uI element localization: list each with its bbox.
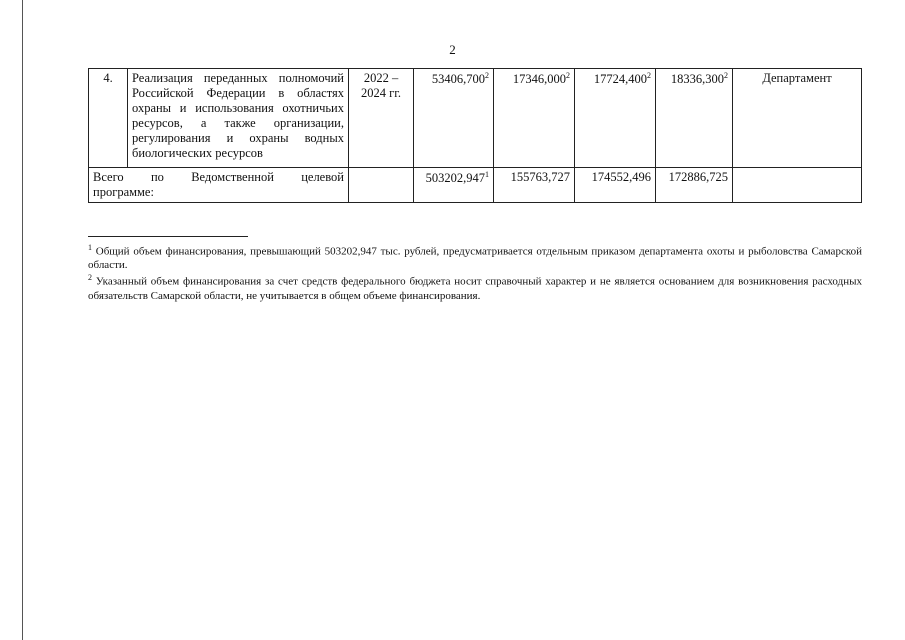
row-year2: 17724,400 bbox=[593, 72, 647, 87]
footnote-2 bbox=[88, 273, 862, 303]
footnote-2-text: Указанный объем финансирования за счет средств федерального бюджета носит справочный характер и не является основанием для возникновения расходных обязательств Самарской области, не учитывается в общем объеме финансирования. bbox=[88, 275, 862, 302]
row-year3-cell bbox=[656, 69, 733, 168]
row-activity-name: Реализация переданных полномочий Российской Федерации в областях охраны и использования охотничьих ресурсов, а также организации, регулирования и охраны водных биологических ресурсов bbox=[128, 69, 349, 168]
summary-label bbox=[89, 168, 349, 203]
scan-edge-line bbox=[22, 0, 23, 640]
footnote-1 bbox=[88, 243, 862, 273]
footnote-ref: 1 bbox=[485, 170, 489, 179]
row-total: 53406,700 bbox=[431, 72, 485, 87]
summary-year3: 172886,725 bbox=[656, 168, 733, 203]
summary-executor-empty bbox=[733, 168, 862, 203]
row-period: 2022 – 2024 гг. bbox=[349, 69, 414, 168]
row-year3: 18336,300 bbox=[670, 72, 724, 87]
footnote-mark: 1 bbox=[88, 243, 92, 252]
summary-period-empty bbox=[349, 168, 414, 203]
summary-label-line2: программе: bbox=[93, 185, 154, 199]
footnote-ref: 2 bbox=[647, 71, 651, 80]
summary-total: 503202,947 bbox=[425, 171, 485, 186]
row-year1: 17346,000 bbox=[512, 72, 566, 87]
summary-year2: 174552,496 bbox=[575, 168, 656, 203]
footnote-ref: 2 bbox=[485, 71, 489, 80]
row-year2-cell bbox=[575, 69, 656, 168]
summary-total-cell bbox=[414, 168, 494, 203]
table-row bbox=[89, 69, 862, 168]
summary-row bbox=[89, 168, 862, 203]
row-year1-cell bbox=[494, 69, 575, 168]
row-total-cell bbox=[414, 69, 494, 168]
summary-label-line1: Всего по Ведомственной целевой bbox=[93, 170, 344, 184]
footnotes bbox=[88, 243, 862, 303]
footnote-1-text: Общий объем финансирования, превышающий 503202,947 тыс. рублей, предусматривается отдельным приказом департамента охоты и рыболовства Самарской области. bbox=[88, 245, 862, 272]
footnote-ref: 2 bbox=[566, 71, 570, 80]
footnote-separator bbox=[88, 236, 248, 237]
summary-year1: 155763,727 bbox=[494, 168, 575, 203]
row-executor: Департамент bbox=[733, 69, 862, 168]
footnote-ref: 2 bbox=[724, 71, 728, 80]
page-number: 2 bbox=[449, 42, 456, 57]
program-table bbox=[88, 68, 862, 203]
footnote-mark: 2 bbox=[88, 273, 92, 283]
row-number: 4. bbox=[89, 69, 128, 168]
